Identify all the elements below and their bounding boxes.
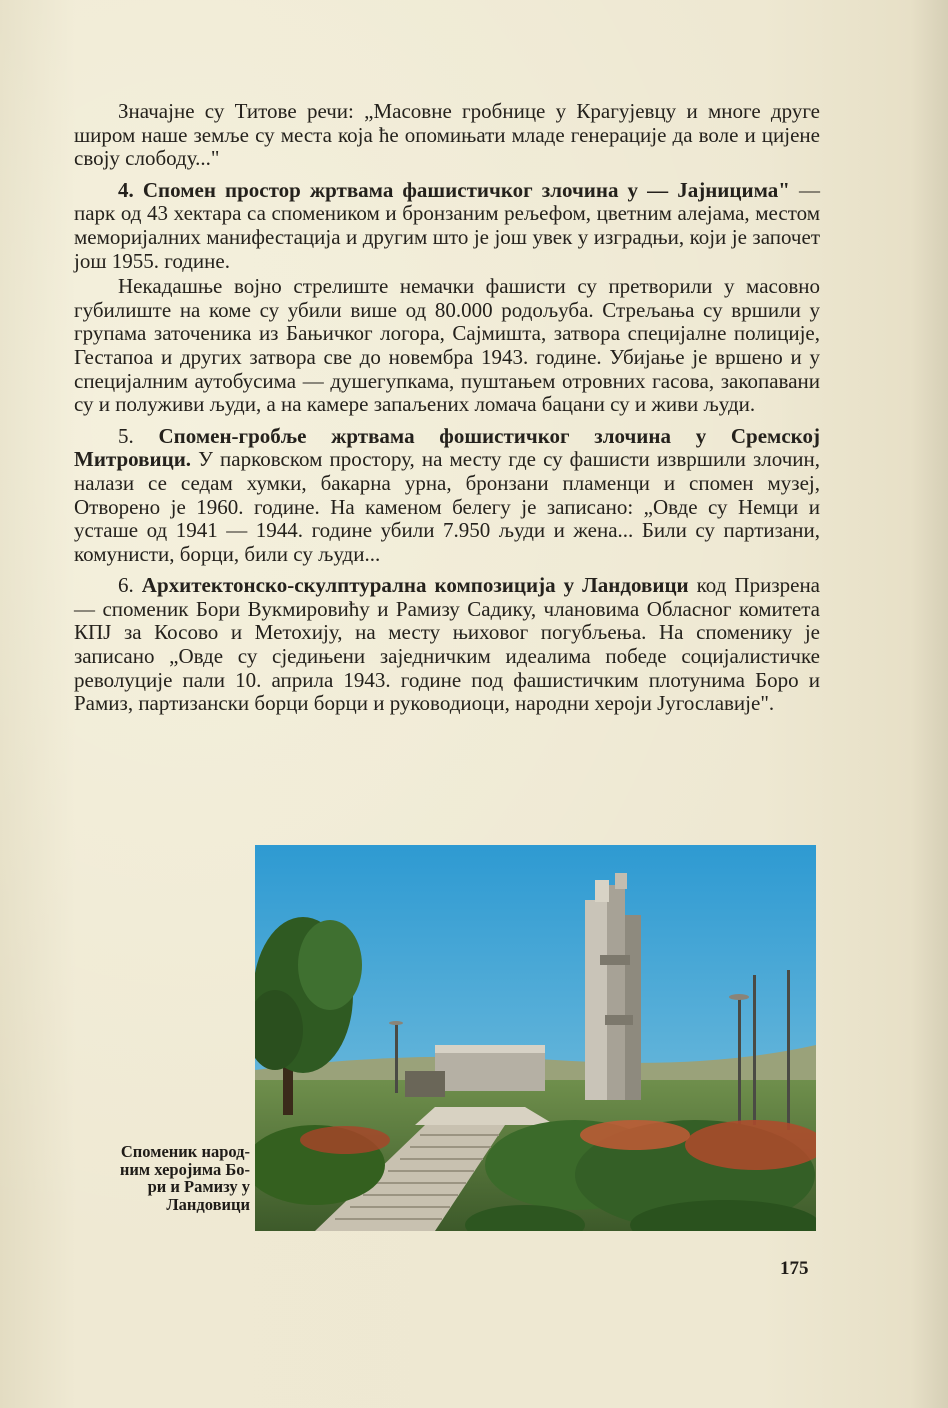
- sremska-heading: Спомен-гробље жртвама фошистичког злочина у Сремској Митровици.: [74, 423, 820, 472]
- monument-photo-illustration: [255, 845, 816, 1231]
- jajinci-body: — парк од 43 хектара са спомеником и бронзаним рељефом, цветним алејама, местом меморијалних манифестација и другим што је још увек у изградњи, који је започет још 1955. године.: [74, 177, 820, 273]
- paragraph-landovica: [74, 574, 820, 716]
- caption-line-4: Ландовици: [166, 1194, 250, 1214]
- photo-caption: [72, 1143, 250, 1213]
- caption-line-1: Споменик народ-: [120, 1142, 250, 1161]
- sremska-body: У парковском простору, на месту где су фашисти извршили злочин, налази се седам хумки, бакарна урна, бронзани пламенци и спомен музеј, Отворено је 1960. године. На каменом белегу је записано: „Овде су Немци и усташе од 1941 — 1944. године убили 7.950 људи и жена... Били су партизани, комунисти, борци, били су људи...: [74, 447, 820, 566]
- landovica-body: код Призрена — споменик Бори Вукмировићу и Рамизу Садику, члановима Обласног комитета КПЈ за Косово и Метохију, на месту њиховог погубљења. На споменику је записано „Овде су сједињени заједничким идеалима победе социјалистичке револуције пали 10. априла 1943. године под фашистичким плотунима Боро и Рамиз, партизански борци борци и руководиоци, народни хероји Југославије".: [74, 573, 820, 716]
- monument-photo: [255, 845, 816, 1231]
- paragraph-sremska-mitrovica: [74, 425, 820, 567]
- tito-quote-text: Значајне су Титове речи: „Масовне гробнице у Крагујевцу и многе друге широм наше земље су места која ће опомињати младе генерације да воле и цијене своју слободу...": [74, 99, 820, 171]
- landovica-number: 6.: [118, 573, 142, 598]
- body-text: [74, 100, 820, 724]
- paragraph-tito-quote: [74, 100, 820, 171]
- page-number: 175: [780, 1258, 809, 1279]
- paragraph-jajinci: [74, 179, 820, 273]
- execution-site-text: Некадашње војно стрелиште немачки фашисти су претворили у масовно губилиште на коме су убили више од 80.000 родољуба. Стрељања су вршили у групама заточеника из Бањичког логора, Сајмишта, затвора специјалне полиције, Гестапоа и других затвора све до новембра 1943. године. Убијање је вршено и у специјалним аутобусима — душегупкама, пуштањем отровних гасова, закопавани су и полуживи људи, а на камере запаљених ломача бацани су и живи људи.: [74, 274, 820, 417]
- paragraph-execution-site: [74, 275, 820, 417]
- landovica-heading: Архитектонско-скулптурална композиција у Ландовици: [141, 573, 689, 598]
- sremska-number: 5.: [118, 423, 159, 448]
- caption-line-2: ним херојима Бо-: [119, 1159, 250, 1179]
- jajinci-heading: 4. Спомен простор жртвама фашистичког злочина у — Јајницима": [118, 177, 790, 202]
- caption-line-3: ри и Рамизу у: [147, 1177, 250, 1196]
